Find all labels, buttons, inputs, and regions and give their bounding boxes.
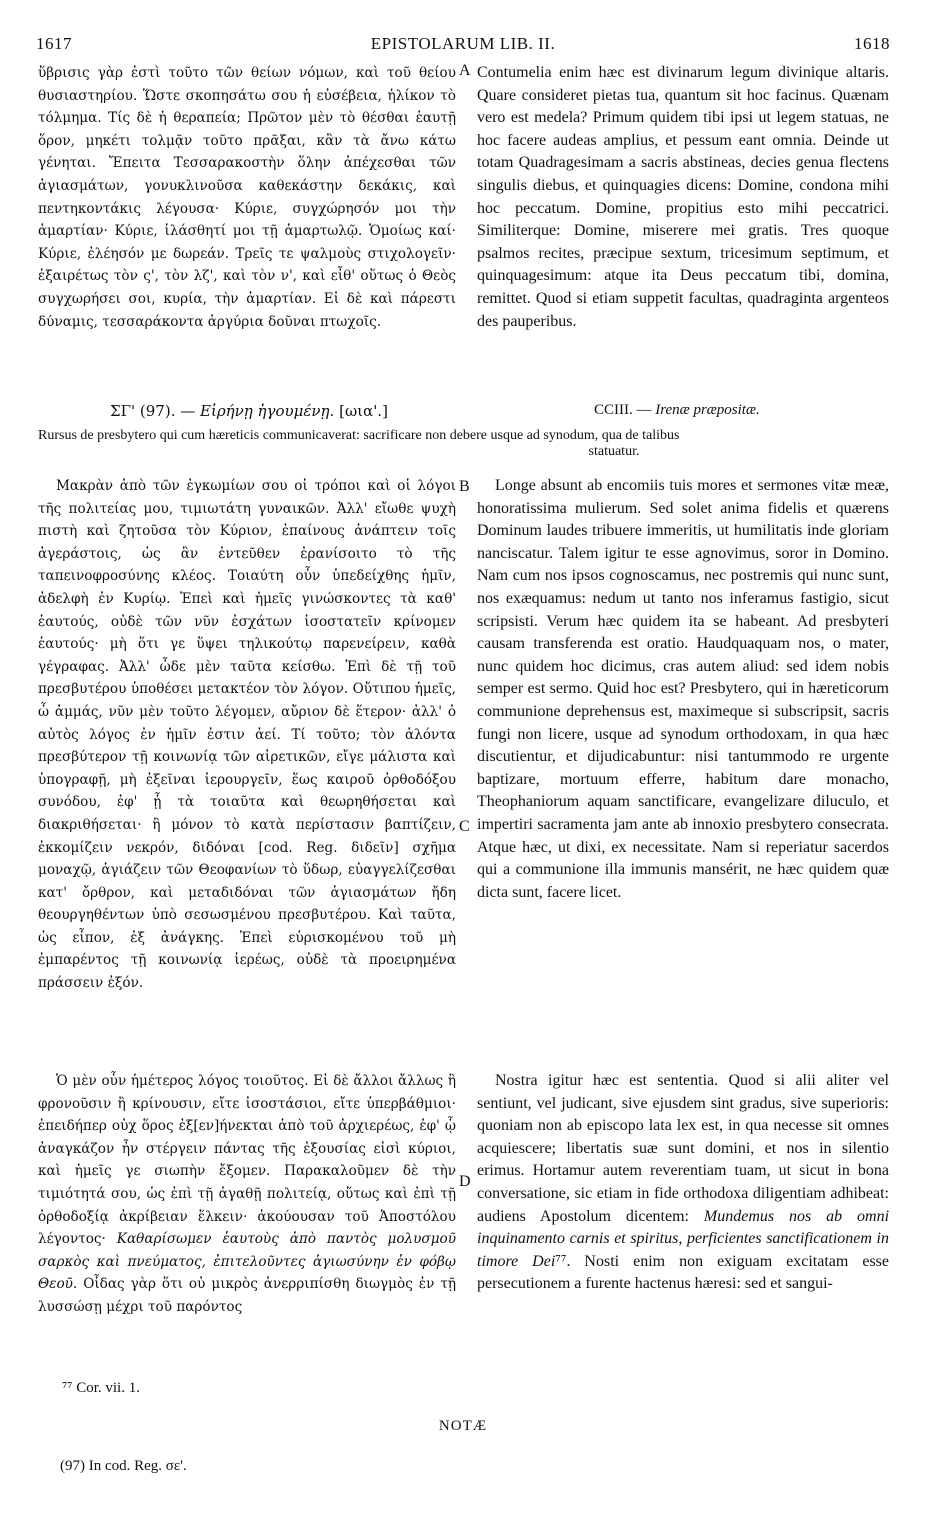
latin-column-body-1 bbox=[477, 475, 889, 904]
latin-column-top bbox=[477, 62, 889, 333]
greek-column-body-1 bbox=[38, 475, 456, 995]
epistle-number-latin: CCIII. — bbox=[594, 402, 652, 418]
epistle-title-latin: Irenæ præpositæ. bbox=[655, 402, 760, 418]
note-97: (97) In cod. Reg. σε'. bbox=[60, 1458, 187, 1474]
latin-paragraph: Longe absunt ab encomiis tuis mores et sermones vitæ meæ, honoratissima mulierum. Sed solet anima fidelis et quærens Dominum laudes tribuere immeritis, ut humilitatis inde gloriam nanciscatur. Talem igitur te esse agnovimus, soror in Domino. Nam cum nos ipsos cognoscamus, nec postremis qui nunc sunt, nos exæquamus: nedum ut tanto nos inferamus fastigio, sicut scripsisti. Verum hæc quidem ita se habeant. Ad presbyteri causam transferenda est oratio. Haudquaquam nos, o mater, nunc quidem hoc dicimus, cras autem aliud: sed idem nobis semper est sermo. Quid hoc est? Presbytero, qui in hæreticorum communione deprehensus est, maximeque si subscripsit, sacris fungi non licere, usque ad synodum orthodoxam, in qua hæc discutientur, et dijudicabuntur: nisi tantummodo re urgente baptizare, mortuum efferre, habitum dare monacho, Theophaniorum aquam sanctificare, evangelizare diluculo, et impertiri sacramenta jam ante ab innoxio presbytero consecrata. Atque hæc, ut dixi, ex necessitate. Nam si reperiatur sacerdos qui a communione illa immunis mansérit, ne hæc quidem quæ dicta sunt, facere licet. bbox=[477, 477, 889, 901]
greek-text-2a: Ὁ μὲν οὖν ἡμέτερος λόγος τοιοῦτος. Εἰ δὲ ἄλλοι ἄλλως ἢ φρονοῦσιν ἢ κρίνουσιν, εἴτε ἰσοστάσιοι, εἴτε ὑπερβάθμιοι· ἐπειδήπερ οὐχ ὅρος ἐξ[εν]ήνεκται ἀπὸ τοῦ ἀρχιερέως, ἐφ' ᾧ ἀναγκάζον ἦν στέργειν πάντας τῆς ἐξουσίας εἰσὶ κύριοι, καὶ ἡμεῖς γε σιωπὴν ἔξομεν. Παρακαλοῦμεν δὲ τὴν τιμιότητά σου, ὡς ἐπὶ τῇ ἀγαθῇ πολιτείᾳ, οὕτως καὶ ἐπὶ τῇ ὀρθοδοξίᾳ ἀκρίβειαν ἕλκειν· ἀκούουσαν τοῦ Ἀποστόλου λέγοντος· bbox=[38, 1073, 456, 1248]
margin-letter-d: D bbox=[459, 1173, 471, 1190]
greek-column-top bbox=[38, 62, 456, 333]
footnote: ⁷⁷ Cor. vii. 1. bbox=[62, 1380, 140, 1396]
latin-text-2a: Nostra igitur hæc est sententia. Quod si alii aliter vel sentiunt, vel judicant, sive ejusdem sint gradus, sive superioris: quoniam non ab episcopo lata lex est, in qua necesse sit omnes acquiescere; libertatis suæ sunt domini, et nos in silentio erimus. Hortamur autem reverentiam tuam, ut sicut in bona conversatione, sic etiam in fide orthodoxa diligentiam adhibeat: audiens Apostolum dicentem: bbox=[477, 1072, 889, 1225]
latin-quote: Mundemus nos ab omni inquinamento carnis et spiritus, perficientes sanctificationem in timore Dei bbox=[477, 1207, 890, 1270]
epistle-bracket: [ωια'.] bbox=[339, 402, 388, 420]
argument-line-1: Rursus de presbytero qui cum hæreticis communicaverat: sacrificare non debere usque ad synodum, qua de talibus bbox=[38, 428, 680, 443]
epistle-heading-latin bbox=[594, 402, 760, 419]
page-number-right: 1618 bbox=[854, 34, 890, 53]
epistle-heading-greek bbox=[110, 402, 388, 420]
latin-text-2b: . Nosti enim non exiguam excitatam esse persecutionem a furente hactenus hæresi: sed et sangui- bbox=[477, 1252, 889, 1293]
greek-text-2b: Οἶδας γὰρ ὅτι οὐ μικρὸς ἀνερριπίσθη διωγμὸς ἐν τῇ λυσσώσῃ μέχρι τοῦ παρόντος bbox=[38, 1276, 456, 1315]
running-title: EPISTOLARUM LIB. II. bbox=[370, 34, 556, 53]
greek-text: ὕβρισις γὰρ ἐστὶ τοῦτο τῶν θείων νόμων, καὶ τοῦ θείου θυσιαστηρίου. Ὥστε σκοπησάτω σου ἡ εὐσέβεια, ἡλίκον τὸ τόλμημα. Τίς δὲ ἡ θεραπεία; Πρῶτον μὲν τὸ θέσθαι ἑαυτῇ ὅρον, μηκέτι τολμᾷν τοῦτο πρᾶξαι, κἂν τὰ ἄνω κάτω γένηται. Ἔπειτα Τεσσαρακοστὴν ὅλην ἀπέχεσθαι τῶν ἁγιασμάτων, γονυκλινοῦσα καθεκάστην δεκάκις, καὶ πεντηκοντάκις λέγουσα· Κύριε, συγχώρησόν μοι τὴν ἁμαρτίαν· Κύριε, ἱλάσθητί μοι τῇ ἁμαρτωλῷ. Ὁμοίως καί· Κύριε, ἐλέησόν με δωρεάν. Τρεῖς τε ψαλμοὺς στιχολογεῖν· ἐξαιρέτως τὸν ς', τὸν λζ', καὶ τὸν ν', καὶ εἶθ' οὕτως ὁ Θεὸς συγχωρήσει σοι, κυρία, τὴν ἁμαρτίαν. Εἰ δὲ καὶ πάρεστι δύναμις, τεσσαράκοντα ἀργύρια δοῦναι πτωχοῖς. bbox=[38, 65, 456, 330]
epistle-number-greek: ΣΓ' (97). — bbox=[110, 402, 196, 420]
latin-paragraph-2 bbox=[477, 1070, 889, 1296]
greek-paragraph-2 bbox=[38, 1070, 456, 1319]
notae-heading: NOTÆ bbox=[438, 1418, 488, 1434]
argument bbox=[38, 428, 890, 460]
page-number-left: 1617 bbox=[36, 34, 72, 53]
greek-quote: Καθαρίσωμεν ἑαυτοὺς ἀπὸ παντὸς μολυσμοῦ σαρκὸς καὶ πνεύματος, ἐπιτελοῦντες ἁγιωσύνην ἐν φόβῳ Θεοῦ. bbox=[38, 1231, 456, 1293]
margin-letter-a: A bbox=[459, 62, 471, 79]
footnote-ref: ⁷⁷ bbox=[555, 1252, 567, 1270]
latin-text: Contumelia enim hæc est divinarum legum divinique altaris. Quare consideret pietas tua, quantum sit hoc facinus. Quænam vero est medela? Primum quidem tibi ipsi ut legem statuas, ne hoc facere audeas amplius, et pessum eant omnia. Deinde ut totam Quadragesimam a sacris abstineas, decies genua flectens singulis diebus, et quinquagies dicens: Domine, condona mihi hoc peccatum. Domine, propitius esto mihi peccatrici. Similiterque: Domine, miserere mei gratis. Tres quoque psalmos recites, præcipue sextum, tricesimum septimum, et quinquagesimum: atque ita Deus peccatum tibi, domina, remittet. Quod si etiam suppetit facultas, quadraginta argenteos des pauperibus. bbox=[477, 64, 889, 330]
greek-paragraph: Μακρὰν ἀπὸ τῶν ἐγκωμίων σου οἱ τρόποι καὶ οἱ λόγοι τῆς πολιτείας μου, τιμιωτάτη γυναικῶν. Ἀλλ' εἴωθε ψυχὴ πιστὴ καὶ ζητοῦσα τὸν Κύριον, ἐπαίνους ἀνάπτειν τοῖς ἀγεράστοις, ὡς ἂν ἐντεῦθεν ἐρανίσοιτο τὸ τῆς ταπεινοφροσύνης κλέος. Τοιαύτη οὖν ὑπεδείχθης ἡμῖν, ἀδελφὴ ἐν Κυρίῳ. Ἐπεὶ καὶ ἡμεῖς γινώσκοντες τὰ καθ' ἑαυτούς, οὐδὲ τῶν νῦν ἐσχάτων ἰσοστατεῖν κρίνομεν ἑαυτούς· μὴ ὅτι γε ὕψει τηλικούτῳ παρενείρειν, καθὰ γέγραφας. Ἀλλ' ὧδε μὲν ταῦτα κείσθω. Ἐπὶ δὲ τῇ τοῦ πρεσβυτέρου ὑποθέσει μετακτέον τὸν λόγον. Οὔτιπου ἡμεῖς, ὦ ἀμμάς, νῦν μὲν τοῦτο λέγομεν, αὔριον δὲ ἕτερον· ἀλλ' ὁ αὐτὸς λόγος ἐν ἡμῖν ἐστιν ἀεί. Τί τοῦτο; τὸν ἁλόντα πρεσβύτερον τῇ κοινωνίᾳ τῶν αἱρετικῶν, εἴγε μάλιστα καὶ ὑπογραφῇ, μὴ ἐξεῖναι ἱερουργεῖν, ἕως καιροῦ ὀρθοδόξου συνόδου, ἐφ' ᾗ τὰ τοιαῦτα καὶ θεωρηθήσεται καὶ διακριθήσεται· ἢ μόνον τὸ κατὰ περίστασιν βαπτίζειν, ἐκκομίζειν νεκρόν, διδόναι [cod. Reg. διδεῖν] σχῆμα μοναχῷ, ἁγιάζειν τῶν Θεοφανίων τὸ ὕδωρ, εὐαγγελίζεσθαι κατ' ὄρθρον, καὶ μεταδιδόναι τῶν ἁγιασμάτων ἤδη θεουργηθέντων ὑπὸ σεσωσμένου πρεσβυτέρου. Καὶ ταῦτα, ὡς εἶπον, ἐξ ἀνάγκης. Ἐπεὶ εὑρισκομένου τοῦ μὴ ἐμπαρέντος τῇ κοινωνίᾳ ἱερέως, οὐδὲ τὰ προειρημένα πράσσειν ἐξόν. bbox=[38, 478, 456, 992]
argument-line-2: statuatur. bbox=[588, 444, 640, 459]
running-header bbox=[36, 34, 890, 56]
margin-letter-c: C bbox=[459, 818, 470, 835]
epistle-title-greek: Εἰρήνῃ ἡγουμένῃ. bbox=[200, 402, 335, 420]
margin-letter-b: B bbox=[459, 478, 470, 495]
greek-column-body-2 bbox=[38, 1070, 456, 1319]
latin-column-body-2 bbox=[477, 1070, 889, 1296]
